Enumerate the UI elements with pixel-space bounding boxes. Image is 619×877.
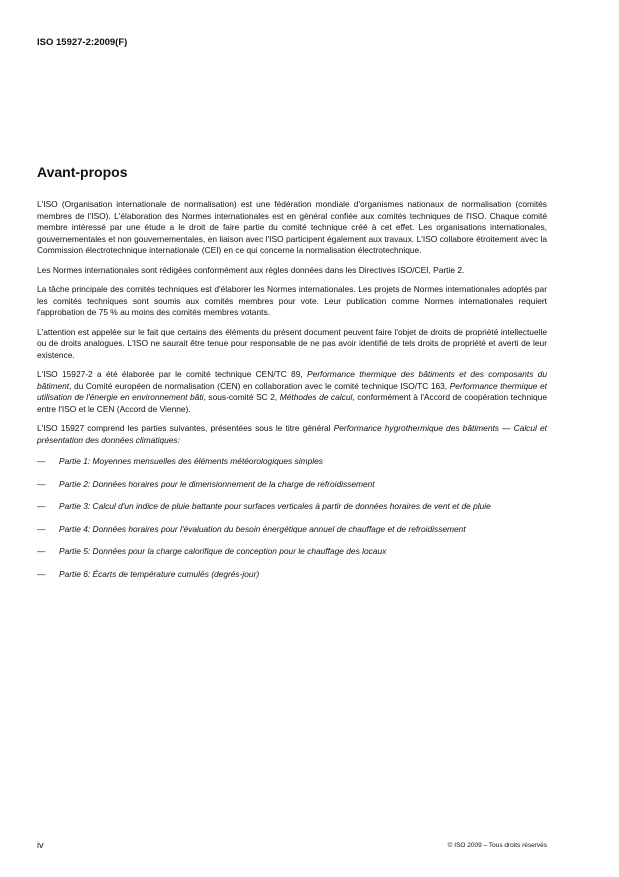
list-item [37,546,547,558]
general-title: Performance hygrothermique des bâtiments — Calcul et présentation des données climatiques [37,423,547,445]
committee-title: Performance thermique et utilisation de l'énergie en environnement bâti [37,380,547,402]
dash: — [37,478,46,489]
list-item-text: Partie 3: Calcul d'un indice de pluie battante pour surfaces verticales à partir de données horaires de vent et de pluie [59,501,491,511]
paragraph [37,369,547,415]
text: , sous-comité SC 2, [203,392,280,402]
list-item [37,479,547,491]
text: , du Comité européen de normalisation (CEN) en collaboration avec le comité technique ISO/TC 163, [69,380,450,391]
list-item-text: Partie 5: Données pour la charge calorifique de conception pour le chauffage des locaux [59,546,387,556]
subcommittee-title: Méthodes de calcul [279,392,353,402]
list-item [37,524,547,536]
paragraph: La tâche principale des comités techniques est d'élaborer les Normes internationales. Les projets de Normes internationales adoptés par les comités techniques sont soumis aux comités membres pour vote. Leur publication comme Normes internationales requiert l'approbation de 75 % au moins des comités membres votants. [37,284,547,317]
document-header: ISO 15927-2:2009(F) [37,37,128,48]
dash: — [37,568,46,579]
dash: — [37,501,46,511]
paragraph: L'attention est appelée sur le fait que certains des éléments du présent document peuvent faire l'objet de droits de propriété intellectuelle ou de droits analogues. L'ISO ne saurait être tenue pour responsable de ne pas avoir identifié de tels droits de propriété et averti de leur existence. [37,326,547,360]
text: : [177,434,180,445]
paragraph: L'ISO (Organisation internationale de normalisation) est une fédération mondiale d'organismes nationaux de normalisation (comités membres de l'ISO). L'élaboration des Normes internationales est en général confiée aux comités techniques de l'ISO. Chaque comité membre intéressé par une étude a le droit de faire partie du comité technique créé à cet effet. Les organisations internationales, gouvernementales et non gouvernementales, en liaison avec l'ISO participent également aux travaux. L'ISO collabore étroitement avec la Commission électrotechnique internationale (CEI) en ce qui concerne la normalisation électrotechnique. [37,199,547,255]
dash: — [37,523,46,534]
parts-list [37,456,547,580]
dash: — [37,546,46,556]
paragraph: Les Normes internationales sont rédigées conformément aux règles données dans les Directives ISO/CEI, Partie 2. [37,264,465,275]
list-item [37,501,547,513]
dash: — [37,456,46,466]
committee-title: Performance thermique des bâtiments et des composants du bâtiment [37,369,547,391]
list-item-text: Partie 6: Écarts de température cumulés (degrés-jour) [59,568,260,579]
text: , conformément à l'Accord de coopération technique entre l'ISO et le CEN (Accord de Vienne). [37,392,547,414]
text: L'ISO 15927-2 a été élaborée par le comité technique CEN/TC 89, [37,369,307,379]
text: L'ISO 15927 comprend les parties suivantes, présentées sous le titre général [37,423,334,433]
paragraph [37,423,547,446]
list-item-text: Partie 2: Données horaires pour le dimensionnement de la charge de refroidissement [59,478,375,489]
body-text [37,199,547,591]
copyright: © ISO 2009 – Tous droits réservés [447,842,547,849]
list-item [37,569,547,581]
section-title: Avant-propos [37,164,128,180]
list-item-text: Partie 4: Données horaires pour l'évaluation du besoin énergétique annuel de chauffage et de refroidissement [59,523,466,534]
page-number: iv [37,840,44,850]
list-item-text: Partie 1: Moyennes mensuelles des éléments météorologiques simples [59,456,323,466]
list-item [37,456,547,468]
